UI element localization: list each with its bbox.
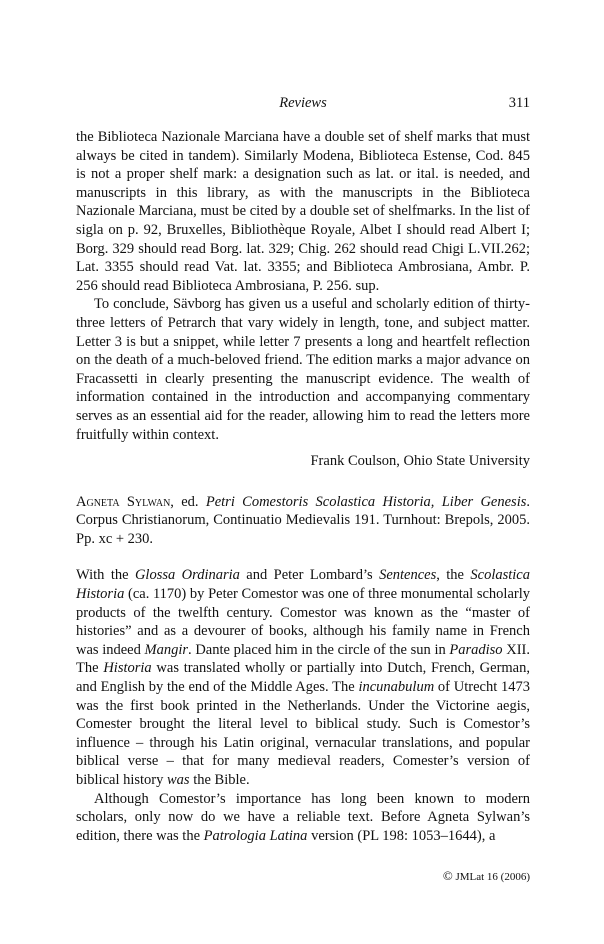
journal-page: [76, 94, 530, 845]
citation-details: . Corpus Christianorum, Continuatio Medievalis 191. Turnhout: Brepols, 2005. Pp. xc + 230.: [76, 493, 530, 547]
book-citation: Agneta Sylwan, ed. Petri Comestoris Scolastica Historia, Liber Genesis. Corpus Christianorum, Continuatio Medievalis 191. Turnhout: Brepols, 2005. Pp. xc + 230.: [76, 493, 530, 547]
page-number: 311: [508, 95, 530, 111]
running-header: [76, 94, 530, 112]
book-title: Petri Comestoris Scolastica Historia, Liber Genesis: [205, 493, 527, 510]
journal-citation: JMLat 16 (2006): [455, 871, 530, 883]
review2-paragraph-1: With the Glossa Ordinaria and Peter Lombard’s Sentences, the Scolastica Historia (ca. 1170) by Peter Comestor was one of three monumental scholarly products of the twelfth century. Comestor was known as the “master of histories” and as a devourer of books, although his family name in French was indeed Mangir. Dante placed him in the circle of the sun in Paradiso XII. The Historia was translated wholly or partially into Dutch, French, German, and English by the end of the Middle Ages. The incunabulum of Utrecht 1473 was the first book printed in the Netherlands. Under the Victorine aegis, Comester brought the literal level to biblical study. Such is Comestor’s influence – through his Latin original, vernacular translations, and popular biblical verse – that for many medieval readers, Comester’s version of biblical history was the Bible.: [76, 567, 530, 788]
review1-paragraph-2: To conclude, Sävborg has given us a useful and scholarly edition of thirty-three letters of Petrarch that vary widely in length, tone, and subject matter. Letter 3 is but a snippet, while letter 7 presents a long and heartfelt reflection on the death of a much-beloved friend. The edition marks a major advance on Fracassetti in clearly presenting the manuscript evidence. The wealth of information contained in the introduction and accompanying commentary serves as an essential aid for the reader, allowing him to read the letters more fruitfully within context.: [76, 296, 530, 443]
page-footer: [76, 868, 530, 884]
reviewer-signature: Frank Coulson, Ohio State University: [310, 453, 530, 470]
running-title: Reviews: [279, 95, 327, 111]
review2-paragraph-2: Although Comestor’s importance has long been known to modern scholars, only now do we have a reliable text. Before Agneta Sylwan’s edition, there was the Patrologia Latina version (PL 198: 1053–1644), a: [76, 790, 530, 844]
review1-paragraph-1: the Biblioteca Nazionale Marciana have a double set of shelf marks that must always be cited in tandem). Similarly Modena, Biblioteca Estense, Cod. 845 is not a proper shelf mark: a designation such as lat. or ital. is needed, and manuscripts in this library, as with the manuscripts in the Biblioteca Nazionale Marciana, must be cited by a double set of shelfmarks. In the list of sigla on p. 92, Bruxelles, Bibliothèque Royale, Albet I should read Albert I; Borg. 329 should read Borg. lat. 329; Chig. 262 should read Chigi L.VII.262; Lat. 3355 should read Vat. lat. 3355; and Biblioteca Ambrosiana, Ambr. P. 256 should read Biblioteca Ambrosiana, P. 256. sup.: [76, 129, 530, 294]
book-editor: Agneta Sylwan: [76, 493, 171, 510]
copyright-symbol: ©: [442, 868, 453, 883]
